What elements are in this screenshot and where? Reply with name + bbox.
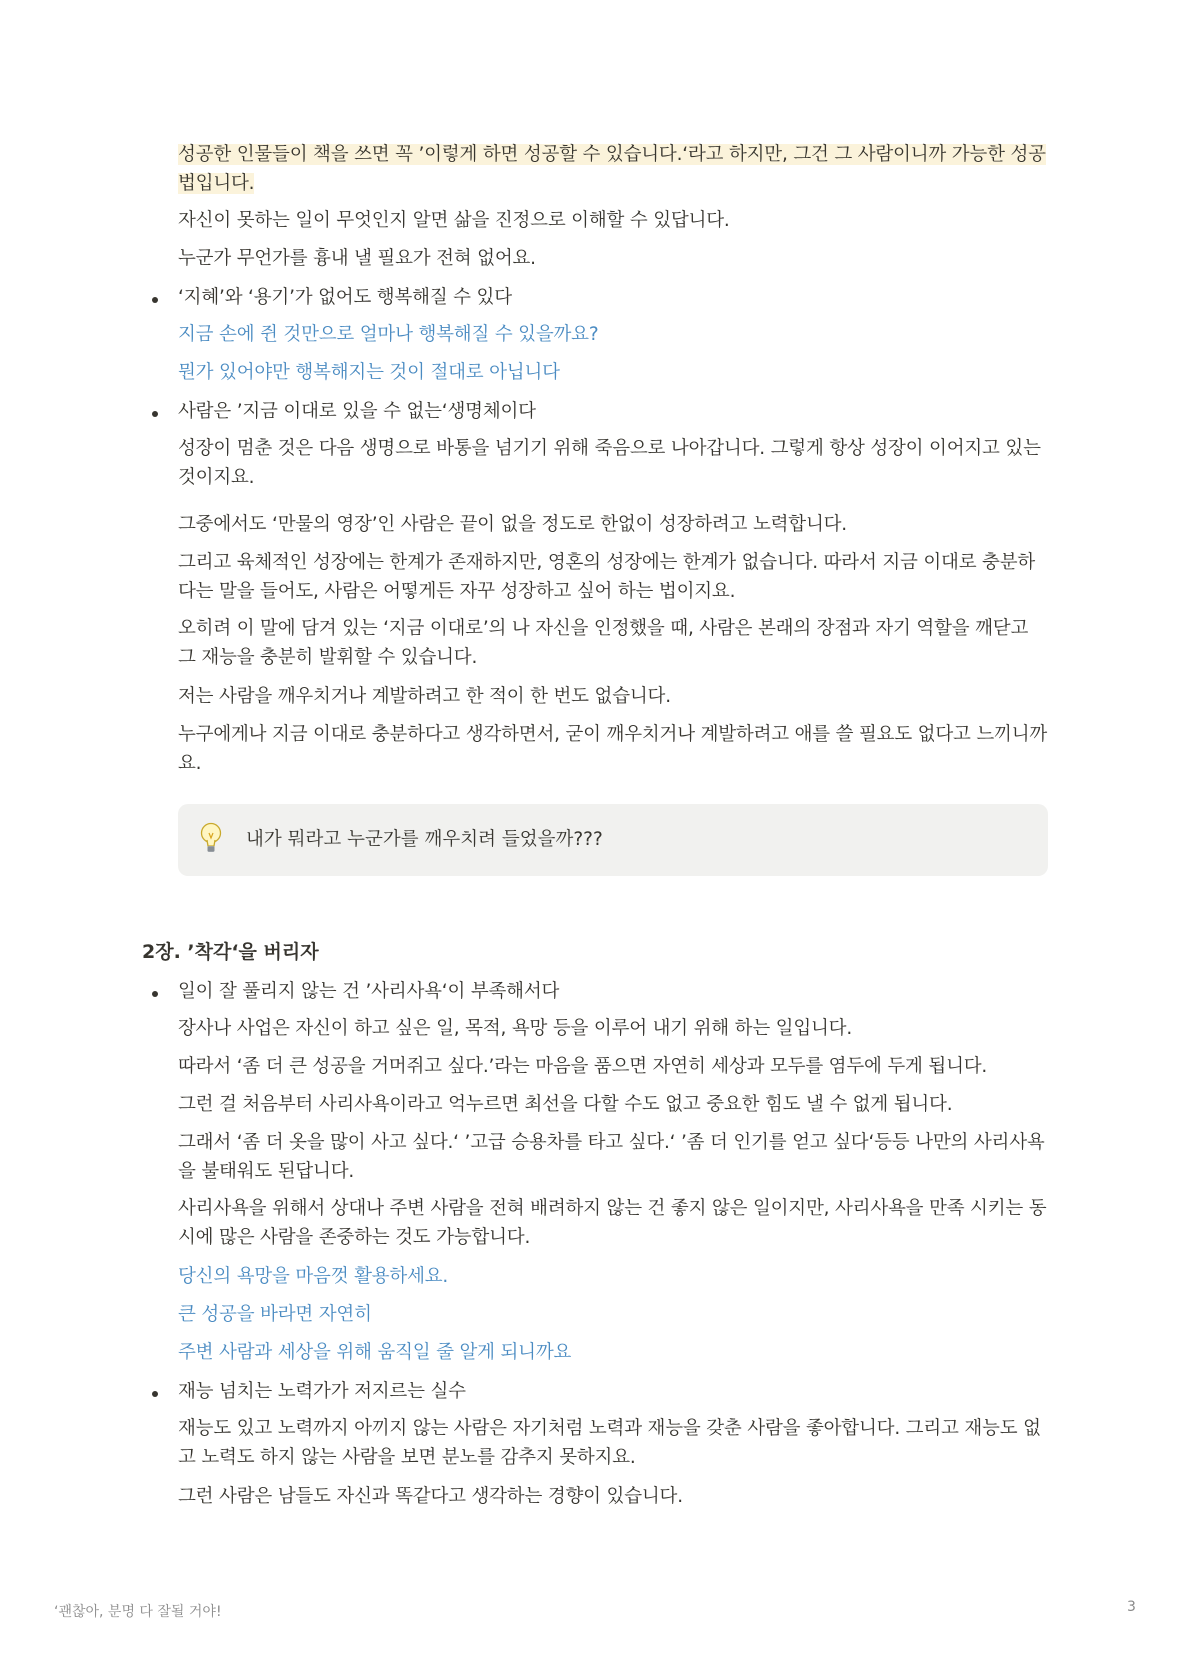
paragraph [178, 140, 1048, 198]
callout-box [178, 804, 1048, 876]
paragraph: 누군가 무언가를 흉내 낼 필요가 전혀 없어요. [178, 248, 536, 269]
paragraph: 성장이 멈춘 것은 다음 생명으로 바통을 넘기기 위해 죽음으로 나아갑니다. 그렇게 항상 성장이 이어지고 있는 것이지요. [178, 438, 1041, 488]
bullet-dot [152, 297, 158, 303]
blue-paragraph: 당신의 욕망을 마음껏 활용하세요. [178, 1266, 449, 1287]
lightbulb-icon [200, 822, 222, 860]
paragraph: 누구에게나 지금 이대로 충분하다고 생각하면서, 굳이 깨우치거나 계발하려고 애를 쓸 필요도 없다고 느끼니까요. [178, 724, 1048, 774]
page-number: 3 [1127, 1599, 1136, 1615]
paragraph: 장사나 사업은 자신이 하고 싶은 일, 목적, 욕망 등을 이루어 내기 위해 하는 일입니다. [178, 1018, 853, 1039]
highlighted-text: 성공한 인물들이 책을 쓰면 꼭 ’이렇게 하면 성공할 수 있습니다.‘라고 하지만, 그건 그 사람이니까 가능한 성공법입니다. [178, 144, 1046, 194]
section-heading: 2장. ’착각‘을 버리자 [142, 941, 319, 963]
bullet-dot [152, 991, 158, 997]
paragraph: 그런 걸 처음부터 사리사욕이라고 억누르면 최선을 다할 수도 없고 중요한 힘도 낼 수 없게 됩니다. [178, 1094, 953, 1115]
footer-title: ‘괜찮아, 분명 다 잘될 거야! [54, 1604, 222, 1620]
paragraph: 그래서 ‘좀 더 옷을 많이 사고 싶다.‘ ’고급 승용차를 타고 싶다.‘ ’좀 더 인기를 얻고 싶다‘등등 나만의 사리사욕을 불태워도 된답니다. [178, 1132, 1045, 1182]
blue-paragraph: 지금 손에 쥔 것만으로 얼마나 행복해질 수 있을까요? [178, 324, 599, 345]
list-item: 재능 넘치는 노력가가 저지르는 실수 [178, 1381, 466, 1402]
bullet-dot [152, 1391, 158, 1397]
list-item: 사람은 ’지금 이대로 있을 수 없는‘생명체이다 [178, 401, 536, 422]
paragraph: 그중에서도 ‘만물의 영장’인 사람은 끝이 없을 정도로 한없이 성장하려고 노력합니다. [178, 514, 847, 535]
callout-text: 내가 뭐라고 누군가를 깨우치려 들었을까??? [246, 829, 603, 850]
paragraph: 저는 사람을 깨우치거나 계발하려고 한 적이 한 번도 없습니다. [178, 686, 671, 707]
paragraph: 사리사욕을 위해서 상대나 주변 사람을 전혀 배려하지 않는 건 좋지 않은 일이지만, 사리사욕을 만족 시키는 동시에 많은 사람을 존중하는 것도 가능합니다. [178, 1198, 1047, 1248]
blue-paragraph: 뭔가 있어야만 행복해지는 것이 절대로 아닙니다 [178, 362, 560, 383]
list-item: 일이 잘 풀리지 않는 건 ’사리사욕‘이 부족해서다 [178, 981, 560, 1002]
paragraph: 자신이 못하는 일이 무엇인지 알면 삶을 진정으로 이해할 수 있답니다. [178, 210, 730, 231]
paragraph: 따라서 ‘좀 더 큰 성공을 거머쥐고 싶다.’라는 마음을 품으면 자연히 세상과 모두를 염두에 두게 됩니다. [178, 1056, 988, 1077]
paragraph: 그리고 육체적인 성장에는 한계가 존재하지만, 영혼의 성장에는 한계가 없습니다. 따라서 지금 이대로 충분하다는 말을 들어도, 사람은 어떻게든 자꾸 성장하고 싶어 하는 법이지요. [178, 552, 1036, 602]
blue-paragraph: 큰 성공을 바라면 자연히 [178, 1304, 372, 1325]
blue-paragraph: 주변 사람과 세상을 위해 움직일 줄 알게 되니까요 [178, 1342, 572, 1363]
paragraph: 그런 사람은 남들도 자신과 똑같다고 생각하는 경향이 있습니다. [178, 1486, 683, 1507]
list-item: ‘지혜’와 ‘용기’가 없어도 행복해질 수 있다 [178, 287, 512, 308]
paragraph: 재능도 있고 노력까지 아끼지 않는 사람은 자기처럼 노력과 재능을 갖춘 사람을 좋아합니다. 그리고 재능도 없고 노력도 하지 않는 사람을 보면 분노를 감추지 못하지요. [178, 1418, 1041, 1468]
paragraph: 오히려 이 말에 담겨 있는 ‘지금 이대로’의 나 자신을 인정했을 때, 사람은 본래의 장점과 자기 역할을 깨닫고 그 재능을 충분히 발휘할 수 있습니다. [178, 618, 1029, 668]
bullet-dot [152, 411, 158, 417]
